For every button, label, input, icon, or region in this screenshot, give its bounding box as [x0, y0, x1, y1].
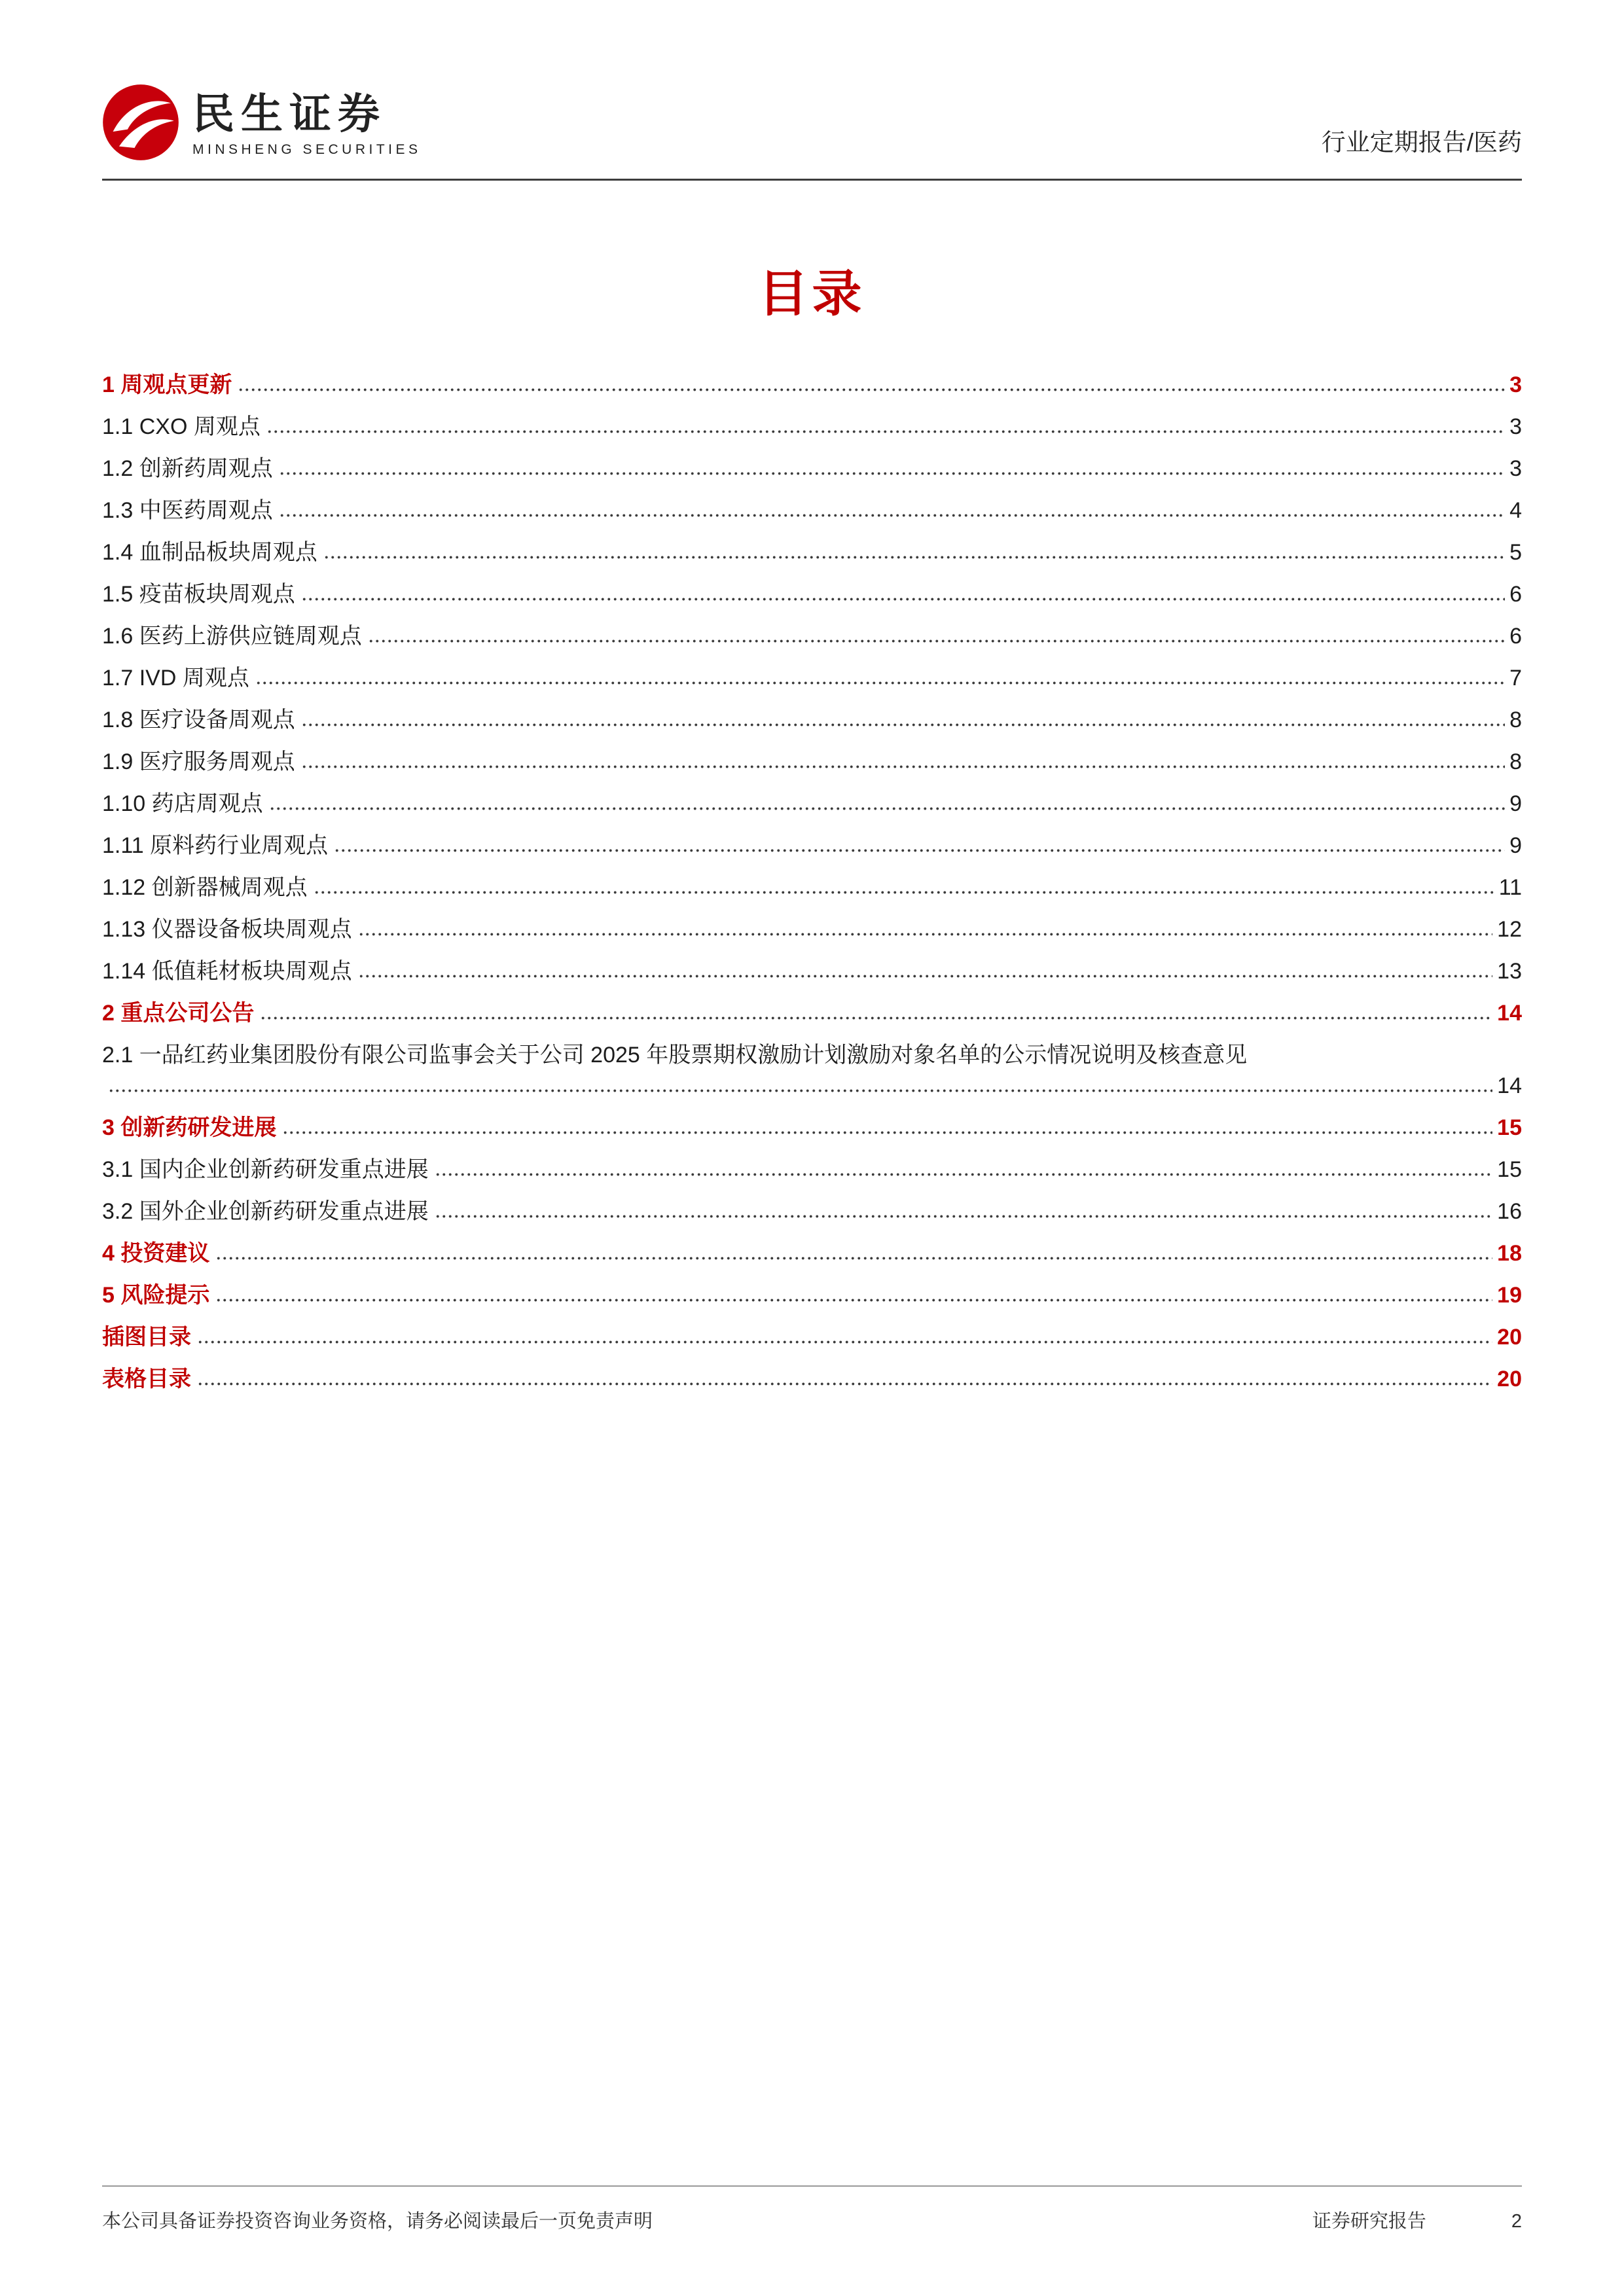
footer-right — [1312, 2206, 1522, 2233]
toc-row[interactable] — [102, 663, 1522, 694]
page-header — [102, 84, 1522, 181]
toc-entry-label: 2 重点公司公告 — [102, 1001, 255, 1026]
toc-entry-page: 6 — [1509, 624, 1522, 649]
toc-row[interactable] — [102, 831, 1522, 861]
brand-name: 民生证券 — [192, 90, 386, 137]
toc-dot-leader — [255, 681, 1505, 685]
toc-dot-leader — [282, 1130, 1492, 1135]
toc-row[interactable] — [102, 1113, 1522, 1143]
toc-entry-page: 3 — [1509, 372, 1522, 397]
toc-entry-label: 1.1 CXO 周观点 — [102, 414, 261, 439]
toc-entry-page: 14 — [1497, 1073, 1522, 1098]
toc-entry-label: 3.1 国内企业创新药研发重点进展 — [102, 1157, 429, 1182]
toc-entry-label: 插图目录 — [102, 1325, 191, 1350]
toc-entry-page: 13 — [1497, 959, 1522, 984]
toc-dot-leader — [260, 1016, 1492, 1020]
toc-dot-leader — [334, 848, 1505, 853]
toc-dot-leader — [323, 555, 1505, 560]
toc-dot-leader — [435, 1172, 1492, 1177]
toc-dot-leader — [108, 1088, 1492, 1093]
toc-row[interactable] — [102, 495, 1522, 526]
toc-row[interactable] — [102, 537, 1522, 568]
toc-row[interactable] — [102, 579, 1522, 610]
toc-row[interactable] — [102, 872, 1522, 903]
toc-row[interactable] — [102, 956, 1522, 987]
toc-entry-page: 18 — [1497, 1241, 1522, 1266]
toc-entry-page: 8 — [1509, 708, 1522, 732]
toc-entry-page: 20 — [1497, 1367, 1522, 1391]
toc-entry-page: 6 — [1509, 582, 1522, 607]
toc-entry-label: 1.4 血制品板块周观点 — [102, 540, 317, 565]
toc-entry-label: 4 投资建议 — [102, 1241, 210, 1266]
toc-dot-leader — [435, 1214, 1492, 1219]
toc-row[interactable] — [102, 370, 1522, 401]
toc-entry-page: 16 — [1497, 1199, 1522, 1224]
toc-entry-page: 15 — [1497, 1115, 1522, 1140]
toc-entry-page: 15 — [1497, 1157, 1522, 1182]
toc-entry-page: 12 — [1497, 917, 1522, 942]
toc-entry-label: 1.5 疫苗板块周观点 — [102, 582, 295, 607]
toc-row[interactable] — [102, 1238, 1522, 1269]
toc-entry-label: 1.8 医疗设备周观点 — [102, 708, 295, 732]
toc-entry-label: 1.13 仪器设备板块周观点 — [102, 917, 352, 942]
toc-entry-label: 1.9 医疗服务周观点 — [102, 749, 295, 774]
toc-entry-label: 1.12 创新器械周观点 — [102, 875, 308, 900]
toc-entry-label: 3 创新药研发进展 — [102, 1115, 277, 1140]
toc-row[interactable] — [102, 454, 1522, 484]
toc-row[interactable] — [102, 789, 1522, 819]
toc-dot-leader — [314, 890, 1494, 895]
toc-row[interactable] — [102, 412, 1522, 442]
toc-row[interactable] — [102, 1196, 1522, 1227]
toc-entry-page: 19 — [1497, 1283, 1522, 1308]
toc-entry-label: 1.10 药店周观点 — [102, 791, 263, 816]
toc-row[interactable] — [102, 1280, 1522, 1311]
toc-entry-label: 表格目录 — [102, 1367, 191, 1391]
toc-entry-page: 7 — [1509, 666, 1522, 691]
brand-text — [192, 90, 422, 158]
toc-entry-label: 3.2 国外企业创新药研发重点进展 — [102, 1199, 429, 1224]
page-title: 目录 — [758, 266, 866, 322]
toc-dot-leader — [301, 597, 1505, 601]
toc-dot-leader — [215, 1256, 1492, 1261]
page-footer — [102, 2185, 1522, 2233]
toc-entry-page: 8 — [1509, 749, 1522, 774]
toc-entry-page: 11 — [1498, 875, 1522, 900]
toc-entry-label: 1.14 低值耗材板块周观点 — [102, 959, 352, 984]
toc-row[interactable] — [102, 1322, 1522, 1353]
toc-dot-leader — [197, 1382, 1492, 1386]
toc-entry-label: 1.2 创新药周观点 — [102, 456, 273, 481]
toc-entry-page: 9 — [1509, 833, 1522, 858]
toc-entry-label: 1.7 IVD 周观点 — [102, 666, 249, 691]
toc-dot-leader — [368, 639, 1505, 643]
brand-subtitle: MINSHENG SECURITIES — [192, 142, 422, 158]
toc-list — [102, 370, 1522, 1406]
footer-report-label: 证券研究报告 — [1312, 2211, 1426, 2232]
toc-dot-leader — [279, 513, 1505, 518]
toc-entry-page: 20 — [1497, 1325, 1522, 1350]
toc-dot-leader — [266, 429, 1505, 434]
toc-dot-leader — [238, 387, 1505, 392]
toc-row[interactable] — [102, 705, 1522, 736]
toc-dot-leader — [269, 806, 1505, 811]
toc-entry-label: 1 周观点更新 — [102, 372, 232, 397]
toc-row[interactable] — [102, 914, 1522, 945]
toc-row[interactable] — [102, 747, 1522, 778]
toc-dot-leader — [358, 974, 1493, 978]
toc-row[interactable] — [102, 998, 1522, 1029]
toc-row[interactable] — [102, 1364, 1522, 1395]
toc-row[interactable] — [102, 1040, 1522, 1102]
toc-entry-label: 5 风险提示 — [102, 1283, 210, 1308]
report-type-label: 行业定期报告/医药 — [1321, 129, 1522, 156]
toc-row[interactable] — [102, 1155, 1522, 1185]
toc-dot-leader — [301, 764, 1505, 769]
toc-entry-page: 5 — [1509, 540, 1522, 565]
toc-dot-leader — [301, 723, 1505, 727]
toc-dot-leader — [215, 1298, 1492, 1302]
toc-entry-page: 14 — [1497, 1001, 1522, 1026]
toc-entry-label: 1.11 原料药行业周观点 — [102, 833, 329, 858]
toc-entry-label: 1.6 医药上游供应链周观点 — [102, 624, 362, 649]
minsheng-logo-icon — [102, 84, 179, 164]
toc-entry-label: 2.1 一品红药业集团股份有限公司监事会关于公司 2025 年股票期权激励计划激励对象名单的公示情况说明及核查意见 — [102, 1043, 1248, 1067]
toc-dot-leader — [279, 471, 1505, 476]
footer-disclaimer: 本公司具备证券投资咨询业务资格，请务必阅读最后一页免责声明 — [102, 2211, 653, 2232]
brand — [102, 84, 422, 164]
toc-entry-page: 4 — [1509, 498, 1522, 523]
toc-dot-leader — [358, 932, 1493, 937]
footer-page-number: 2 — [1511, 2211, 1522, 2232]
toc-entry-page: 3 — [1509, 414, 1522, 439]
toc-row[interactable] — [102, 621, 1522, 652]
toc-dot-leader — [197, 1340, 1492, 1344]
toc-entry-page: 9 — [1509, 791, 1522, 816]
toc-entry-label: 1.3 中医药周观点 — [102, 498, 273, 523]
toc-entry-page: 3 — [1509, 456, 1522, 481]
